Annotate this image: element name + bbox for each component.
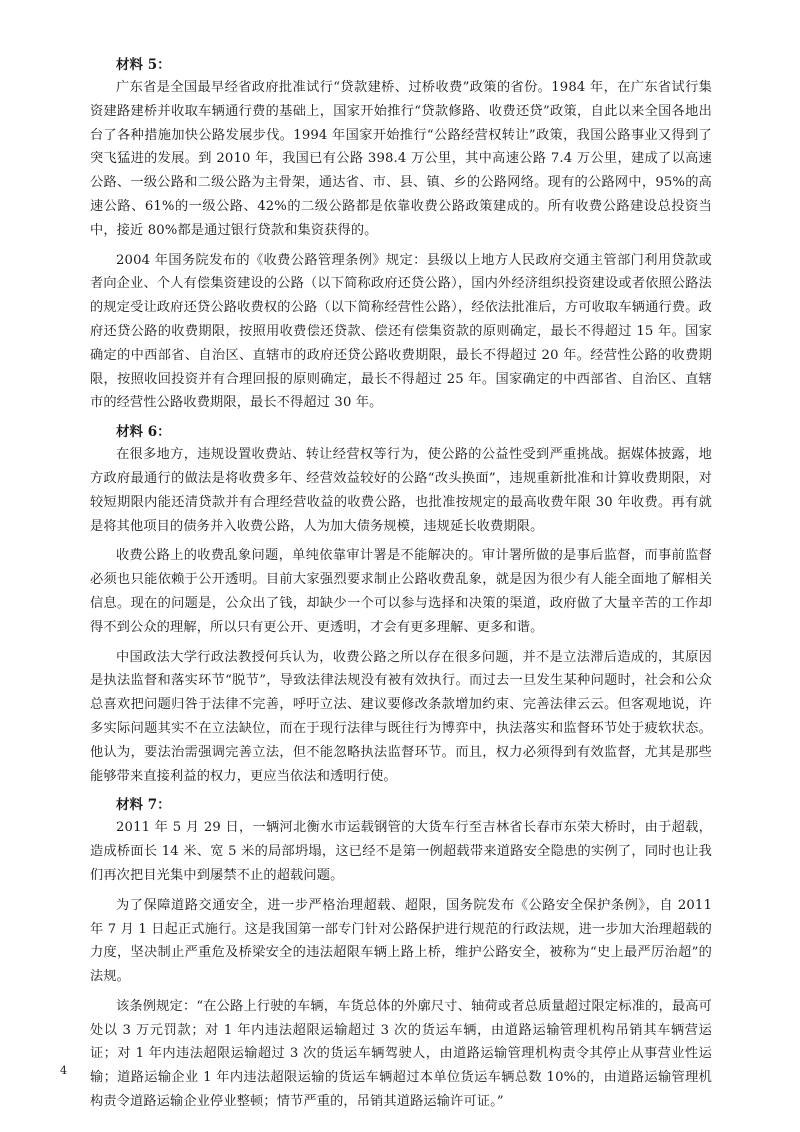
section-heading: 材料 6： [116,424,171,441]
paragraph: 为了保障道路交通安全，进一步严格治理超载、超限，国务院发布《公路安全保护条例》，自 2011 年 7 月 1 日起正式施行。这是我国第一部专门针对公路保护进行规范的行政法规，进一步加大治理超载的力度，坚决制止严重危及桥梁安全的违法超限车辆上路上桥，维护公路安全，被称为“史上最严厉治超”的法规。 [90,897,712,985]
section-material-5 [90,54,712,415]
section-heading: 材料 5： [116,57,171,73]
paragraph: 广东省是全国最早经省政府批准试行“贷款建桥、过桥收费”政策的省份。1984 年，在广东省试行集资建路建桥并收取车辆通行费的基础上，国家开始推行“贷款修路、收费还贷”政策，自此以来全国各地出台了各种措施加快公路发展步伐。1994 年国家开始推行“公路经营权转让”政策，我国公路事业又得到了突飞猛进的发展。到 2010 年，我国已有公路 398.4 万公里，其中高速公路 7.4 万公里，建成了以高速公路、一级公路和二级公路为主骨架，通达省、市、县、镇、乡的公路网络。现有的公路网中，95%的高速公路、61%的一级公路、42%的二级公路都是依靠收费公路政策建成的。所有收费公路建设总投资当中，接近 80%都是通过银行贷款和集资获得的。 [90,80,712,238]
paragraph: 收费公路上的收费乱象问题，单纯依靠审计署是不能解决的。审计署所做的是事后监督，而事前监督必须也只能依赖于公开透明。目前大家强烈要求制止公路收费乱象，就是因为很少有人能全面地了解相关信息。现在的问题是，公众出了钱，却缺少一个可以参与选择和决策的渠道，政府做了大量辛苦的工作却得不到公众的理解，所以只有更公开、更透明，才会有更多理解、更多和谐。 [90,548,712,635]
paragraph: 该条例规定：“在公路上行驶的车辆，车货总体的外廓尺寸、轴荷或者总质量超过限定标准的，最高可处以 3 万元罚款；对 1 年内违法超限运输超过 3 次的货运车辆，由道路运输管理机构吊销其车辆营运证；对 1 年内违法超限运输超过 3 次的货运车辆驾驶人，由道路运输管理机构责令其停止从事营业性运输；道路运输企业 1 年内违法超限运输的货运车辆超过本单位货运车辆总数 10%的，由道路运输管理机构责令道路运输企业停业整顿；情节严重的，吊销其道路运输许可证。” [90,998,712,1110]
section-heading: 材料 7： [116,797,171,814]
section-material-7 [90,794,712,1114]
paragraph: 2004 年国务院发布的《收费公路管理条例》规定：县级以上地方人民政府交通主管部门利用贷款或者向企业、个人有偿集资建设的公路（以下简称政府还贷公路），国内外经济组织投资建设或者依照公路法的规定受让政府还贷公路收费权的公路（以下简称经营性公路），经依法批准后，方可收取车辆通行费。政府还贷公路的收费期限，按照用收费偿还贷款、偿还有偿集资款的原则确定，最长不得超过 15 年。国家确定的中西部省、自治区、直辖市的政府还贷公路收费期限，最长不得超过 20 年。经营性公路的收费期限，按照收回投资并有合理回报的原则确定，最长不得超过 25 年。国家确定的中西部省、自治区、直辖市的经营性公路收费期限，最长不得超过 30 年。 [90,252,712,411]
document-page [90,52,712,1120]
section-material-6 [90,421,712,788]
paragraph: 中国政法大学行政法教授何兵认为，收费公路之所以存在很多问题，并不是立法滞后造成的，其原因是执法监督和落实环节“脱节”，导致法律法规没有被有效执行。而过去一旦发生某种问题时，社会和公众总喜欢把问题归咎于法律不完善，呼吁立法、建议要修改条款增加约束、完善法律云云。但客观地说，许多实际问题其实不在立法缺位，而在于现行法律与既往行为博弈中，执法落实和监督环节处于疲软状态。他认为，要法治需强调完善立法，但不能忽略执法监督环节。而且，权力必须得到有效监督，尤其是那些能够带来直接利益的权力，更应当依法和透明行使。 [90,649,712,784]
page-number: 4 [60,1064,67,1077]
paragraph: 2011 年 5 月 29 日，一辆河北衡水市运载钢管的大货车行至吉林省长春市东荣大桥时，由于超载，造成桥面长 14 米、宽 5 米的局部坍塌，这已经不是第一例超载带来道路安全隐患的实例了，同时也让我们再次把目光集中到屡禁不止的超载问题。 [90,820,712,883]
paragraph: 在很多地方，违规设置收费站、转让经营权等行为，使公路的公益性受到严重挑战。据媒体披露，地方政府最通行的做法是将收费多年、经营效益较好的公路“改头换面”，违规重新批准和计算收费期限，对较短期限内能还清贷款并有合理经营收益的收费公路，也批准按规定的最高收费年限 30 年收费。再有就是将其他项目的债务并入收费公路，人为加大债务规模，违规延长收费期限。 [90,447,712,534]
